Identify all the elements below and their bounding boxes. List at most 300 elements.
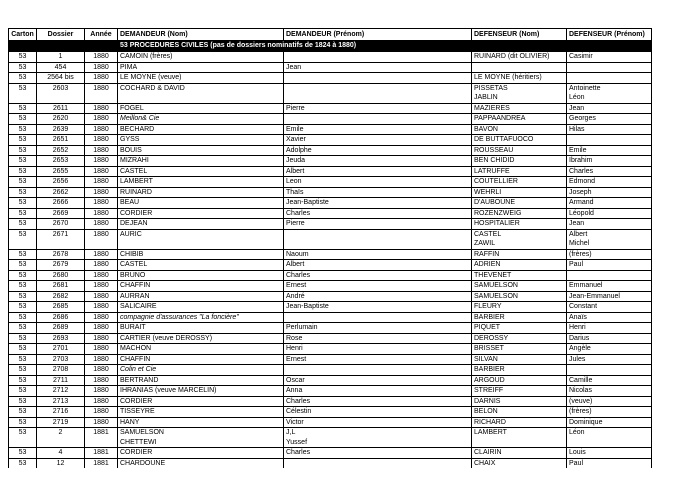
cell-demandeur-prenom: [284, 344, 472, 355]
cell-line: Jean-Baptiste: [286, 199, 329, 206]
cell-carton: [9, 396, 37, 407]
cell-line: 2703: [52, 355, 69, 363]
cell-line: BURAIT: [120, 324, 146, 331]
cell-line: 2716: [52, 408, 69, 415]
cell-line: 1880: [93, 157, 109, 164]
cell-line: RAFFIN: [474, 250, 500, 258]
cell-line: Jean-Baptiste: [286, 303, 329, 310]
cell-line: 2686: [52, 313, 69, 321]
cell-line: 1880: [93, 366, 109, 373]
cell-line: 53: [18, 271, 27, 279]
col-header-annee: Année: [85, 29, 118, 41]
table-row: [9, 323, 652, 334]
cell-line: D'AUBOUNE: [474, 199, 516, 206]
cell-line: Naoum: [286, 250, 309, 258]
cell-line: CORDIER: [120, 397, 153, 405]
cell-demandeur-prenom: [284, 135, 472, 146]
cell-dossier: [37, 103, 85, 114]
cell-line: 2662: [52, 188, 69, 196]
cell-line: [39, 93, 82, 103]
cell-defenseur-nom: [472, 375, 567, 386]
cell-line: 2670: [52, 220, 69, 227]
cell-line: 1880: [93, 230, 109, 238]
cell-carton: [9, 291, 37, 302]
cell-line: BEAU: [120, 199, 140, 206]
cell-line: AURRAN: [120, 292, 150, 300]
cell-line: RICHARD: [474, 418, 506, 426]
cell-line: 1881: [93, 449, 109, 456]
cell-line: WEHRLI: [474, 188, 502, 196]
cell-demandeur-prenom: [284, 375, 472, 386]
cell-line: ZAWIL: [474, 240, 496, 247]
cell-line: MAZIERES: [474, 104, 510, 112]
cell-line: Xavier: [286, 136, 306, 143]
cell-demandeur-prenom: [284, 208, 472, 219]
cell-line: Emmanuel: [569, 282, 603, 289]
cell-line: [474, 63, 564, 73]
cell-defenseur-nom: [472, 281, 567, 292]
cell-line: 1880: [93, 303, 109, 310]
cell-line: Antoinette: [569, 84, 601, 92]
cell-dossier: [37, 260, 85, 271]
cell-demandeur-nom: [118, 323, 284, 334]
cell-line: 2: [58, 429, 63, 436]
cell-defenseur-nom: [472, 270, 567, 281]
cell-defenseur-nom: [472, 145, 567, 156]
cell-line: CAMOIN (frères): [120, 53, 173, 60]
cell-annee: [85, 52, 118, 63]
cell-line: DEROSSY: [474, 334, 509, 342]
cell-dossier: [37, 302, 85, 313]
cell-line: 53: [18, 209, 27, 217]
cell-line: Léopold: [569, 209, 594, 217]
cell-line: CLAIRIN: [474, 449, 502, 456]
cell-line: 53: [18, 324, 27, 331]
cell-demandeur-nom: [118, 260, 284, 271]
cell-line: Célestin: [286, 408, 312, 415]
cell-dossier: [37, 219, 85, 230]
cell-dossier: [37, 354, 85, 365]
cell-annee: [85, 229, 118, 249]
cell-line: [569, 73, 649, 83]
cell-demandeur-prenom: [284, 260, 472, 271]
cell-carton: [9, 365, 37, 376]
cell-line: Albert: [286, 167, 305, 175]
table-row: [9, 145, 652, 156]
cell-line: 1: [58, 53, 63, 60]
table-row: [9, 458, 652, 468]
cell-demandeur-nom: [118, 396, 284, 407]
cell-line: Armand: [569, 199, 594, 206]
cell-dossier: [37, 386, 85, 397]
cell-defenseur-prenom: [567, 219, 652, 230]
table-row: [9, 260, 652, 271]
cell-line: CASTEL: [120, 261, 148, 268]
cell-demandeur-prenom: [284, 458, 472, 468]
cell-line: 2669: [52, 209, 69, 217]
table-row: [9, 407, 652, 418]
cell-demandeur-nom: [118, 187, 284, 198]
cell-dossier: [37, 187, 85, 198]
cell-carton: [9, 145, 37, 156]
cell-line: 1880: [93, 84, 109, 92]
cell-line: DE BUTTAFUOCO: [474, 136, 534, 143]
table-row: [9, 124, 652, 135]
cell-carton: [9, 448, 37, 459]
cell-line: Perlumain: [286, 324, 318, 331]
cell-annee: [85, 365, 118, 376]
cell-defenseur-prenom: [567, 73, 652, 84]
table-body: [9, 52, 652, 469]
cell-line: 1880: [93, 146, 109, 154]
cell-defenseur-prenom: [567, 354, 652, 365]
cell-carton: [9, 312, 37, 323]
cell-demandeur-prenom: [284, 281, 472, 292]
cell-line: ROZENZWEIG: [474, 209, 522, 217]
cell-line: CASTEL: [474, 230, 502, 238]
cell-annee: [85, 103, 118, 114]
cell-line: 2603: [52, 84, 69, 92]
cell-demandeur-nom: [118, 249, 284, 260]
cell-line: 53: [18, 63, 27, 71]
cell-line: Ernest: [286, 282, 307, 289]
cell-demandeur-nom: [118, 124, 284, 135]
cell-defenseur-nom: [472, 249, 567, 260]
table-row: [9, 52, 652, 63]
cell-carton: [9, 375, 37, 386]
cell-demandeur-nom: [118, 135, 284, 146]
table-row: [9, 365, 652, 376]
cell-annee: [85, 145, 118, 156]
cell-carton: [9, 177, 37, 188]
cell-carton: [9, 229, 37, 249]
cell-carton: [9, 323, 37, 334]
cell-line: Victor: [286, 418, 304, 426]
cell-line: 53: [18, 125, 27, 133]
cell-line: 2712: [52, 387, 69, 394]
cell-defenseur-prenom: [567, 448, 652, 459]
cell-defenseur-prenom: [567, 396, 652, 407]
cell-defenseur-nom: [472, 103, 567, 114]
section-banner: 53 PROCEDURES CIVILES (pas de dossiers nominatifs de 1824 à 1880): [118, 41, 652, 52]
cell-demandeur-prenom: [284, 177, 472, 188]
cell-annee: [85, 135, 118, 146]
cell-defenseur-nom: [472, 73, 567, 84]
cell-line: 1880: [93, 261, 109, 268]
cell-line: Albert: [286, 261, 305, 268]
cell-line: 1880: [93, 167, 109, 175]
cell-demandeur-nom: [118, 417, 284, 428]
cell-line: Pierre: [286, 104, 305, 112]
cell-carton: [9, 249, 37, 260]
cell-line: [286, 230, 469, 240]
cell-line: SAMUELSON: [120, 429, 164, 436]
cell-defenseur-prenom: [567, 114, 652, 125]
cell-defenseur-nom: [472, 458, 567, 468]
cell-line: [11, 438, 34, 448]
cell-annee: [85, 260, 118, 271]
table-row: [9, 417, 652, 428]
cell-demandeur-nom: [118, 208, 284, 219]
cell-defenseur-prenom: [567, 302, 652, 313]
cell-dossier: [37, 458, 85, 468]
cell-line: ROUSSEAU: [474, 146, 514, 154]
cell-defenseur-prenom: [567, 156, 652, 167]
cell-line: (frères): [569, 408, 592, 415]
cell-annee: [85, 73, 118, 84]
cell-line: MIZRAHI: [120, 157, 149, 164]
cell-line: 2564 bis: [47, 74, 74, 81]
cell-dossier: [37, 407, 85, 418]
cell-line: COCHARD & DAVID: [120, 84, 185, 92]
col-header-carton: Carton: [9, 29, 37, 41]
cell-dossier: [37, 333, 85, 344]
cell-demandeur-nom: [118, 281, 284, 292]
cell-line: 53: [18, 167, 27, 175]
cell-line: [286, 114, 469, 124]
cell-line: 454: [54, 63, 67, 71]
cell-line: 53: [18, 418, 27, 426]
cell-defenseur-prenom: [567, 62, 652, 73]
cell-line: 1881: [93, 459, 109, 467]
cell-line: 53: [18, 104, 27, 112]
cell-line: PAPPAANDREA: [474, 115, 526, 122]
table-row: [9, 396, 652, 407]
cell-line: LAMBERT: [474, 429, 507, 436]
cell-line: [120, 239, 281, 249]
cell-demandeur-nom: [118, 333, 284, 344]
cell-line: MACHON: [120, 345, 152, 352]
cell-defenseur-nom: [472, 396, 567, 407]
cell-carton: [9, 156, 37, 167]
cell-line: [569, 63, 649, 73]
cell-defenseur-prenom: [567, 135, 652, 146]
cell-dossier: [37, 124, 85, 135]
cell-dossier: [37, 135, 85, 146]
cell-line: 1880: [93, 115, 109, 122]
table-row: [9, 428, 652, 448]
cell-line: 2666: [52, 199, 69, 206]
cell-defenseur-nom: [472, 208, 567, 219]
cell-annee: [85, 83, 118, 103]
cell-line: 2713: [52, 397, 69, 405]
cell-line: ADRIEN: [474, 261, 501, 268]
cell-line: 2652: [52, 146, 69, 154]
cell-line: Jeuda: [286, 157, 306, 164]
cell-line: 2708: [52, 366, 69, 373]
cell-annee: [85, 270, 118, 281]
cell-annee: [85, 386, 118, 397]
cell-line: 53: [18, 449, 27, 456]
cell-line: 1880: [93, 292, 109, 300]
cell-line: 53: [18, 376, 27, 384]
cell-carton: [9, 135, 37, 146]
cell-defenseur-prenom: [567, 83, 652, 103]
cell-demandeur-prenom: [284, 62, 472, 73]
cell-dossier: [37, 62, 85, 73]
cell-line: [87, 239, 115, 249]
cell-line: Charles: [286, 209, 311, 217]
cell-line: [11, 93, 34, 103]
cell-line: [286, 365, 469, 375]
cell-demandeur-prenom: [284, 249, 472, 260]
cell-dossier: [37, 145, 85, 156]
cell-demandeur-prenom: [284, 396, 472, 407]
cell-demandeur-prenom: [284, 312, 472, 323]
cell-line: THEVENET: [474, 271, 512, 279]
cell-line: 53: [18, 53, 27, 60]
cell-line: [39, 239, 82, 249]
cell-annee: [85, 407, 118, 418]
cell-defenseur-prenom: [567, 323, 652, 334]
cell-defenseur-prenom: [567, 291, 652, 302]
cell-line: 1880: [93, 334, 109, 342]
cell-line: 2653: [52, 157, 69, 164]
cell-defenseur-nom: [472, 187, 567, 198]
cell-line: BAVON: [474, 125, 498, 133]
cell-line: CHAFFIN: [120, 355, 151, 363]
cell-line: [569, 365, 649, 375]
cell-dossier: [37, 428, 85, 448]
cell-line: [569, 135, 649, 145]
cell-line: CHETTEWI: [120, 438, 157, 446]
cell-line: 53: [18, 345, 27, 352]
cell-line: Anna: [286, 387, 303, 394]
cell-line: DARNIS: [474, 397, 501, 405]
cell-defenseur-nom: [472, 83, 567, 103]
cell-line: 53: [18, 146, 27, 154]
cell-line: 1880: [93, 199, 109, 206]
cell-defenseur-prenom: [567, 103, 652, 114]
table-row: [9, 312, 652, 323]
cell-line: SILVAN: [474, 355, 498, 363]
cell-line: Emile: [569, 146, 587, 154]
cell-carton: [9, 124, 37, 135]
cell-line: 53: [18, 387, 27, 394]
cell-line: CHIBIB: [120, 250, 144, 258]
cell-line: Thaïs: [286, 188, 304, 196]
cell-line: BARBIER: [474, 366, 505, 373]
cell-line: 53: [18, 188, 27, 196]
cell-dossier: [37, 208, 85, 219]
cell-demandeur-nom: [118, 83, 284, 103]
cell-line: 53: [18, 313, 27, 321]
cell-line: Edmond: [569, 178, 596, 185]
cell-line: HANY: [120, 418, 140, 426]
cell-line: Leon: [286, 178, 302, 185]
cell-line: 1880: [93, 74, 109, 81]
cell-line: 2655: [52, 167, 69, 175]
cell-line: Dominique: [569, 418, 603, 426]
cell-annee: [85, 333, 118, 344]
cell-line: Ernest: [286, 355, 307, 363]
cell-line: 2682: [52, 292, 69, 300]
cell-line: LATRUFFE: [474, 167, 510, 175]
cell-demandeur-prenom: [284, 198, 472, 209]
cell-line: 53: [18, 136, 27, 143]
cell-demandeur-prenom: [284, 145, 472, 156]
cell-line: 1880: [93, 355, 109, 363]
cell-defenseur-nom: [472, 417, 567, 428]
cell-line: [286, 52, 469, 62]
cell-line: AURIC: [120, 230, 142, 238]
cell-annee: [85, 312, 118, 323]
cell-defenseur-prenom: [567, 270, 652, 281]
cell-line: [286, 459, 469, 469]
cell-annee: [85, 354, 118, 365]
cell-line: LAMBERT: [120, 178, 153, 185]
cell-demandeur-nom: [118, 177, 284, 188]
cell-line: 53: [18, 261, 27, 268]
cell-demandeur-nom: [118, 62, 284, 73]
cell-dossier: [37, 198, 85, 209]
cell-carton: [9, 302, 37, 313]
cell-line: [11, 239, 34, 249]
cell-defenseur-nom: [472, 156, 567, 167]
col-header-demandeur-prenom: DEMANDEUR (Prénom): [284, 29, 472, 41]
cell-defenseur-nom: [472, 219, 567, 230]
cell-dossier: [37, 166, 85, 177]
cell-demandeur-nom: [118, 52, 284, 63]
cell-defenseur-prenom: [567, 124, 652, 135]
cell-line: 2620: [52, 115, 69, 122]
cell-demandeur-nom: [118, 166, 284, 177]
cell-line: 4: [58, 449, 63, 456]
cell-line: [286, 313, 469, 323]
table-row: [9, 219, 652, 230]
cell-demandeur-prenom: [284, 407, 472, 418]
cell-line: [39, 438, 82, 448]
cell-line: PIQUET: [474, 324, 501, 331]
cell-dossier: [37, 114, 85, 125]
cell-line: 1880: [93, 209, 109, 217]
cell-line: STREIFF: [474, 387, 504, 394]
cell-carton: [9, 260, 37, 271]
cell-annee: [85, 291, 118, 302]
cell-defenseur-prenom: [567, 281, 652, 292]
table-row: [9, 354, 652, 365]
cell-dossier: [37, 52, 85, 63]
cell-line: CHAFFIN: [120, 282, 151, 289]
cell-line: 2680: [52, 271, 69, 279]
cell-defenseur-prenom: [567, 52, 652, 63]
cell-defenseur-nom: [472, 344, 567, 355]
cell-defenseur-prenom: [567, 428, 652, 448]
cell-demandeur-prenom: [284, 52, 472, 63]
cell-demandeur-prenom: [284, 354, 472, 365]
cell-defenseur-nom: [472, 124, 567, 135]
cell-line: 2689: [52, 324, 69, 331]
cell-line: SALICAIRE: [120, 303, 157, 310]
cell-annee: [85, 302, 118, 313]
cell-line: J,L: [286, 429, 296, 436]
cell-line: Charles: [286, 397, 311, 405]
table-row: [9, 198, 652, 209]
cell-demandeur-prenom: [284, 365, 472, 376]
cell-line: [87, 438, 115, 448]
table-row: [9, 249, 652, 260]
cell-demandeur-nom: [118, 428, 284, 448]
cell-line: 2611: [52, 104, 69, 112]
cell-defenseur-prenom: [567, 198, 652, 209]
cell-line: Ibrahim: [569, 157, 593, 164]
cell-line: BEN CHIDID: [474, 157, 515, 164]
cell-line: BERTRAND: [120, 376, 159, 384]
cell-demandeur-prenom: [284, 156, 472, 167]
cell-carton: [9, 417, 37, 428]
cell-defenseur-nom: [472, 312, 567, 323]
cell-line: CORDIER: [120, 449, 153, 456]
